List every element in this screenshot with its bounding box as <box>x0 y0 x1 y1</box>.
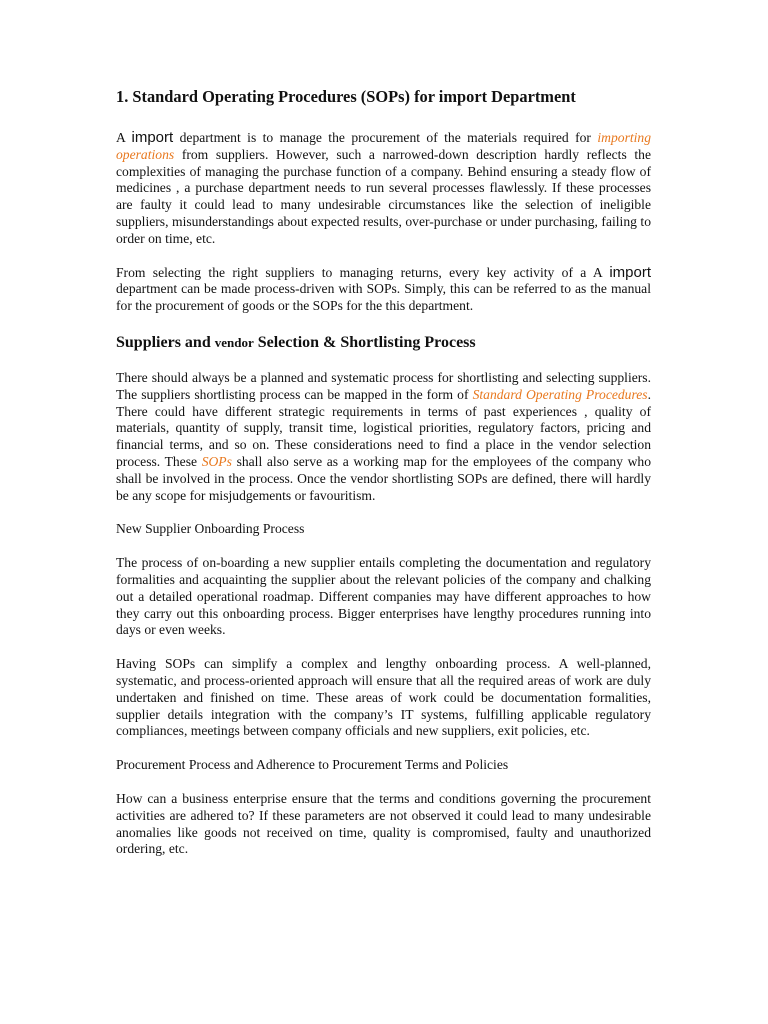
section-heading-supplier-selection <box>116 332 651 354</box>
paragraph-shortlisting <box>116 370 651 504</box>
document-title: 1. Standard Operating Procedures (SOPs) for import Department <box>116 87 576 106</box>
sops-link[interactable]: SOPs <box>201 453 232 469</box>
paragraph-procurement: How can a business enterprise ensure that the terms and conditions governing the procurement activities are adhered to? If these parameters are not observed it could lead to many undesirable anomalies like goods not received on time, quality is compromised, faulty and unauthorized ordering, etc. <box>116 790 651 857</box>
p3-b: . There could have different strategic requirements in terms of past experiences , quality of materials, quantity of supply, transit time, logistical priorities, regulatory factors, pricing and financial terms, and so on. These considerations need to find a place in the vendor selection process. These <box>116 386 651 469</box>
p3-c: shall also serve as a working map for the employees of the company who shall be involved in the process. Once the vendor shortlisting SOPs are defined, there will hardly be any scope for misjudgements or favouritism. <box>116 453 652 503</box>
sop-link[interactable]: Standard Operating Procedures <box>472 386 648 402</box>
p1-import: import <box>131 129 174 146</box>
heading-part-vendor: vendor <box>214 334 254 350</box>
p2-a: From selecting the right suppliers to managing returns, every key activity of a A <box>116 264 602 280</box>
p2-import: import <box>609 263 651 281</box>
p1-c: from suppliers. However, such a narrowed-down description hardly reflects the complexities of managing the purchase function of a company. Behind ensuring a steady flow of medicines , a purchase department needs to run several processes flawlessly. If these processes are faulty it could lead to many undesirable circumstances like the selection of ineligible suppliers, misunderstandings about expected results, over-purchase or under purchasing, failing to order on time, etc. <box>116 146 651 246</box>
paragraph-sop-overview <box>116 265 651 315</box>
p3-a: There should always be a planned and systematic process for shortlisting and selecting suppliers. The suppliers shortlisting process can be mapped in the form of <box>116 369 651 402</box>
document-page <box>116 86 651 875</box>
heading-part-b: Selection & Shortlisting Process <box>257 333 476 351</box>
paragraph-intro <box>116 130 651 248</box>
heading-part-a: Suppliers and <box>116 333 211 351</box>
p1-a: A <box>116 130 126 145</box>
paragraph-sops-simplify: Having SOPs can simplify a complex and lengthy onboarding process. A well-planned, systematic, and process-oriented approach will ensure that all the required areas of work are duly undertaken and finished on time. These areas of work could be documentation formalities, supplier details integration with the company’s IT systems, fulfilling applicable regulatory compliances, meetings between company officials and new suppliers, exit policies, etc. <box>116 656 651 739</box>
paragraph-onboarding: The process of on-boarding a new supplier entails completing the documentation and regulatory formalities and acquainting the supplier about the relevant policies of the company and chalking out a detailed operational roadmap. Different companies may have different approaches to how they carry out this onboarding process. Bigger enterprises have lengthy procedures running into days or even weeks. <box>116 555 651 638</box>
subheading-procurement: Procurement Process and Adherence to Procurement Terms and Policies <box>116 757 509 773</box>
importing-operations-link[interactable]: importing operations <box>116 130 652 162</box>
p2-b: department can be made process-driven with SOPs. Simply, this can be referred to as the manual for the procurement of goods or the SOPs for the this department. <box>116 281 651 314</box>
subheading-onboarding: New Supplier Onboarding Process <box>116 521 305 537</box>
p1-b: department is to manage the procurement of the materials required for <box>179 130 591 145</box>
